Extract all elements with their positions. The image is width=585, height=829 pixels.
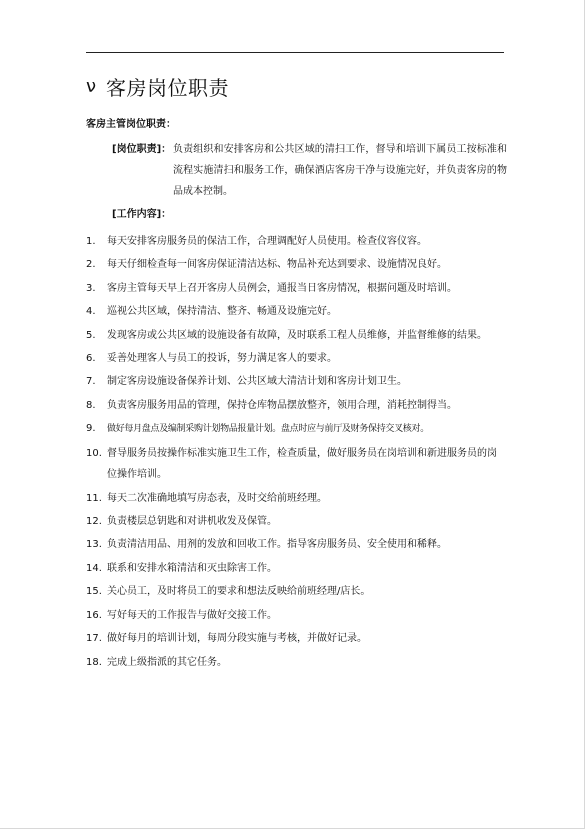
list-item-text: 写好每天的工作报告与做好交接工作。 (107, 609, 277, 621)
duties-block (112, 139, 507, 202)
list-item (86, 533, 506, 556)
list-item-number: 3. (86, 282, 96, 294)
duties-tag: [岗位职责]： (112, 144, 172, 155)
list-item-number: 6. (86, 353, 96, 365)
list-item-text: 督导服务员按操作标准实施卫生工作，检查质量，做好服务员在岗培训和新进服务员的岗位操作培训。 (107, 447, 497, 481)
list-item-text: 妥善处理客人与员工的投诉，努力满足客人的要求。 (107, 353, 337, 365)
title-bullet: ν (86, 75, 97, 97)
list-item-number: 5. (86, 329, 96, 341)
list-item-text: 关心员工，及时将员工的要求和想法反映给前班经理/店长。 (107, 586, 371, 598)
list-item (86, 487, 506, 510)
list-item (86, 347, 506, 370)
list-item-number: 10. (86, 447, 102, 459)
list-item-number: 13. (86, 539, 102, 551)
list-item-number: 15. (86, 586, 102, 598)
list-item (86, 230, 506, 253)
list-item-text: 每天仔细检查每一间客房保证清洁达标、物品补充达到要求、设施情况良好。 (107, 259, 447, 271)
list-item-number: 18. (86, 656, 102, 668)
list-item (86, 604, 506, 627)
header-rule (86, 52, 504, 53)
list-item-number: 4. (86, 306, 96, 318)
list-item (86, 580, 506, 603)
list-item (86, 417, 506, 441)
list-item-text: 客房主管每天早上召开客房人员例会，通报当日客房情况，根据问题及时培训。 (107, 282, 457, 294)
list-item-number: 16. (86, 609, 102, 621)
list-item-text: 负责客房服务用品的管理，保持仓库物品摆放整齐，领用合理，消耗控制得当。 (107, 399, 457, 411)
list-item-text: 做好每月的培训计划，每周分段实施与考核，并做好记录。 (107, 633, 367, 645)
list-item (86, 510, 506, 533)
role-label: 客房主管岗位职责： (86, 119, 176, 130)
work-content-list (86, 230, 506, 674)
list-item-text: 每天二次准确地填写房态表，及时交给前班经理。 (107, 492, 327, 504)
list-item (86, 557, 506, 580)
list-item-text: 发现客房或公共区域的设施设备有故障，及时联系工程人员维修，并监督维修的结果。 (107, 329, 487, 341)
list-item-number: 9. (86, 423, 96, 435)
list-item (86, 627, 506, 650)
list-item-number: 1. (86, 236, 96, 247)
list-item-text: 负责清洁用品、用剂的发放和回收工作。指导客房服务员、安全使用和稀释。 (107, 539, 447, 551)
work-content-label: [工作内容]： (112, 209, 172, 220)
list-item (86, 394, 506, 417)
list-item-number: 8. (86, 399, 96, 411)
list-item (86, 370, 506, 393)
title-text: 客房岗位职责 (106, 75, 229, 100)
list-item-text: 联系和安排水箱清洁和灭虫除害工作。 (107, 562, 277, 574)
list-item (86, 442, 506, 487)
list-item-text: 负责楼层总钥匙和对讲机收发及保管。 (107, 516, 277, 528)
list-item-text: 每天安排客房服务员的保洁工作，合理调配好人员使用。检查仪容仪容。 (107, 236, 427, 247)
page-title (86, 72, 229, 100)
list-item-number: 12. (86, 516, 102, 528)
list-item-text: 完成上级指派的其它任务。 (107, 656, 227, 668)
list-item-number: 11. (86, 492, 102, 504)
list-item (86, 253, 506, 276)
list-item (86, 277, 506, 300)
list-item-text: 制定客房设施设备保养计划、公共区域大清洁计划和客房计划卫生。 (107, 376, 407, 388)
list-item-text: 巡视公共区域，保持清洁、整齐、畅通及设施完好。 (107, 306, 337, 318)
list-item (86, 651, 506, 674)
list-item-number: 17. (86, 633, 102, 645)
list-item-number: 7. (86, 376, 96, 388)
list-item-number: 2. (86, 259, 96, 271)
list-item-number: 14. (86, 562, 102, 574)
duties-text: 负责组织和安排客房和公共区域的清扫工作，督导和培训下属员工按标准和流程实施清扫和服务工作，确保酒店客房干净与设施完好，并负责客房的物品成本控制。 (173, 144, 507, 197)
list-item-text: 做好每月盘点及编制采购计划物品报量计划。盘点时应与前厅及财务保持交叉核对。 (107, 424, 429, 435)
list-item (86, 324, 506, 347)
list-item (86, 300, 506, 323)
